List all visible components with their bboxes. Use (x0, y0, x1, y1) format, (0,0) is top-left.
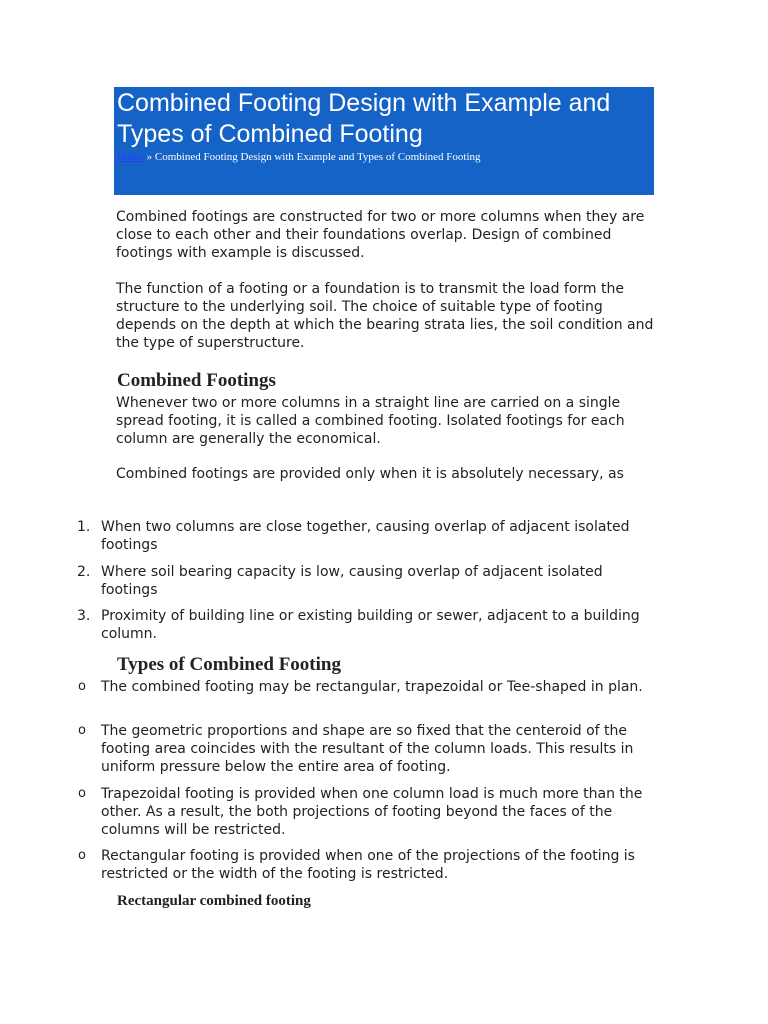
list-number: 2. (77, 564, 91, 580)
subheading-rectangular-combined-footing: Rectangular combined footing (117, 893, 311, 909)
bullet-list-item (78, 785, 656, 839)
bullet-list-item (78, 678, 656, 696)
intro-paragraph-1: Combined footings are constructed for two or more columns when they are close to each other and their foundations overlap. Design of combined footings with example is discussed. (116, 209, 645, 261)
breadcrumb-current: Combined Footing Design with Example and Types of Combined Footing (154, 151, 481, 163)
bullet-marker: o (78, 679, 86, 694)
breadcrumb-home-link[interactable]: Home (117, 151, 144, 163)
bullet-item-text: Rectangular footing is provided when one of the projections of the footing is restricted or the width of the footing is restricted. (101, 848, 635, 882)
breadcrumb (117, 151, 651, 164)
list-item-text: Where soil bearing capacity is low, causing overlap of adjacent isolated footings (101, 564, 603, 598)
section-heading-combined-footings: Combined Footings (117, 370, 276, 391)
title-banner (114, 87, 654, 195)
list-item-text: Proximity of building line or existing building or sewer, adjacent to a building column. (101, 608, 640, 642)
numbered-list-item (77, 607, 656, 643)
bullet-item-text: The geometric proportions and shape are so fixed that the centeroid of the footing area coincides with the resultant of the column loads. This results in uniform pressure below the entire area of footing. (101, 723, 634, 775)
breadcrumb-separator: » (143, 151, 155, 163)
bullet-marker: o (78, 786, 86, 801)
list-number: 3. (77, 608, 91, 624)
section1-paragraph-1: Whenever two or more columns in a straight line are carried on a single spread footing, it is called a combined footing. Isolated footings for each column are generally the economical. (116, 395, 625, 447)
numbered-list-item (77, 518, 656, 554)
bullet-marker: o (78, 848, 86, 863)
section-heading-types: Types of Combined Footing (117, 654, 341, 675)
section1-paragraph-2: Combined footings are provided only when it is absolutely necessary, as (116, 466, 624, 482)
intro-paragraph-2: The function of a footing or a foundation is to transmit the load form the structure to the underlying soil. The choice of suitable type of footing depends on the depth at which the bearing strata lies, the soil condition and the type of superstructure. (116, 281, 654, 351)
bullet-list-item (78, 847, 656, 883)
bullet-list-item (78, 722, 656, 776)
bullet-item-text: The combined footing may be rectangular, trapezoidal or Tee-shaped in plan. (101, 679, 643, 695)
list-number: 1. (77, 519, 91, 535)
page-title: Combined Footing Design with Example and Types of Combined Footing (117, 89, 611, 148)
list-item-text: When two columns are close together, causing overlap of adjacent isolated footings (101, 519, 630, 553)
bullet-marker: o (78, 723, 86, 738)
numbered-list-item (77, 563, 656, 599)
bullet-item-text: Trapezoidal footing is provided when one column load is much more than the other. As a result, the both projections of footing beyond the faces of the columns will be restricted. (101, 786, 643, 838)
